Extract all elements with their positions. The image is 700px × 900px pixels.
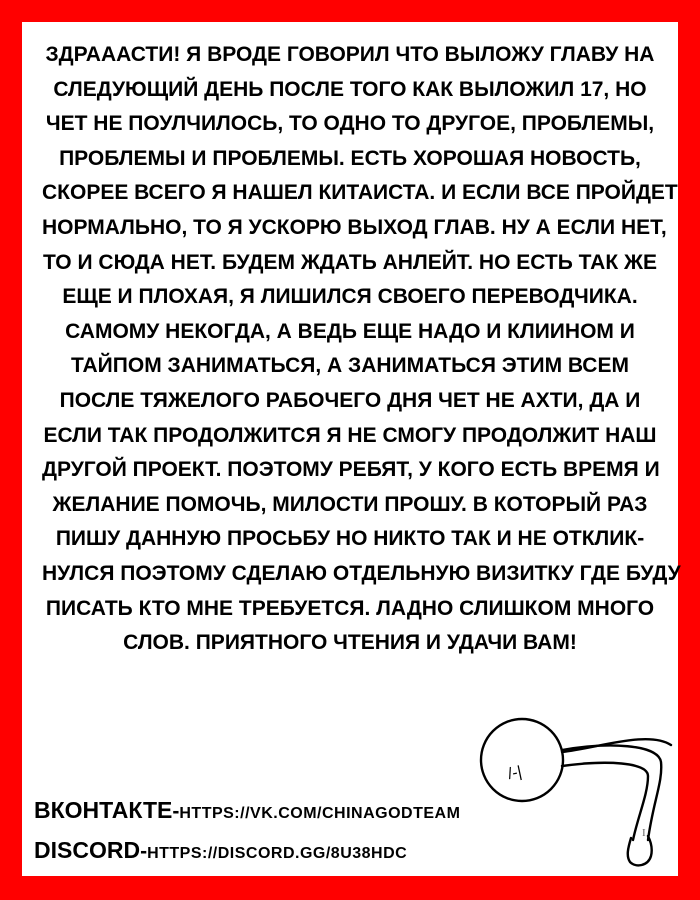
note-line: НОРМАЛЬНО, ТО Я УСКОРЮ ВЫХОД ГЛАВ. НУ А ЕСЛИ НЕТ, [42,215,667,239]
figure-face: /-| [506,763,524,784]
note-line: СЛЕДУЮЩИЙ ДЕНЬ ПОСЛЕ ТОГО КАК ВЫЛОЖИЛ 17, НО [53,77,647,101]
translator-note [42,38,681,661]
note-line: СКОРЕЕ ВСЕГО Я НАШЕЛ КИТАИСТА. И ЕСЛИ ВСЕ ПРОЙДЕТ [42,181,678,205]
note-line: ЗДРАААСТИ! Я ВРОДЕ ГОВОРИЛ ЧТО ВЫЛОЖУ ГЛАВУ НА [45,43,655,66]
note-line: ЕЩЕ И ПЛОХАЯ, Я ЛИШИЛСЯ СВОЕГО ПЕРЕВОДЧИКА. [62,285,638,309]
note-line: НУЛСЯ ПОЭТОМУ СДЕЛАЮ ОТДЕЛЬНУЮ ВИЗИТКУ ГДЕ БУДУ [42,561,681,585]
bowing-stick-figure-icon [458,690,680,886]
vk-contact [34,790,460,830]
vk-link[interactable]: HTTPS://VK.COM/CHINAGODTEAM [179,805,461,822]
figure-hand-mark: I [642,827,646,839]
note-line: ЕСЛИ ТАК ПРОДОЛЖИТСЯ Я НЕ СМОГУ ПРОДОЛЖИТ НАШ [43,423,657,447]
discord-separator: - [140,840,148,863]
note-line: ПИШУ ДАННУЮ ПРОСЬБУ НО НИКТО ТАК И НЕ ОТКЛИК- [55,527,645,551]
note-line: ПРОБЛЕМЫ И ПРОБЛЕМЫ. ЕСТЬ ХОРОШАЯ НОВОСТЬ, [59,146,641,170]
discord-link[interactable]: HTTPS://DISCORD.GG/8U38HDC [147,845,408,862]
note-line: ПИСАТЬ КТО МНЕ ТРЕБУЕТСЯ. ЛАДНО СЛИШКОМ МНОГО [45,596,655,620]
note-line: ЖЕЛАНИЕ ПОМОЧЬ, МИЛОСТИ ПРОШУ. В КОТОРЫЙ РАЗ [52,492,648,516]
note-line: ПОСЛЕ ТЯЖЕЛОГО РАБОЧЕГО ДНЯ ЧЕТ НЕ АХТИ, ДА И [59,388,641,412]
figure-head [481,719,563,801]
note-line: САМОМУ НЕКОГДА, А ВЕДЬ ЕЩЕ НАДО И КЛИИНОМ И [65,319,635,343]
contact-links [34,790,460,870]
note-line: ЧЕТ НЕ ПОУЛЧИЛОСЬ, ТО ОДНО ТО ДРУГОЕ, ПРОБЛЕМЫ, [45,112,655,136]
discord-contact [34,830,460,870]
figure-arm-inner [562,763,648,840]
vk-label: ВКОНТАКТЕ [34,797,173,823]
note-line: ТАЙПОМ ЗАНИМАТЬСЯ, А ЗАНИМАТЬСЯ ЭТИМ ВСЕМ [71,354,629,378]
note-line: ДРУГОЙ ПРОЕКТ. ПОЭТОМУ РЕБЯТ, У КОГО ЕСТЬ ВРЕМЯ И [42,458,660,482]
note-line: ТО И СЮДА НЕТ. БУДЕМ ЖДАТЬ АНЛЕЙТ. НО ЕСТЬ ТАК ЖЕ [43,250,657,274]
content-panel [22,22,681,876]
discord-label: DISCORD [34,837,141,863]
note-line: СЛОВ. ПРИЯТНОГО ЧТЕНИЯ И УДАЧИ ВАМ! [123,631,577,655]
vk-separator: - [172,800,180,823]
